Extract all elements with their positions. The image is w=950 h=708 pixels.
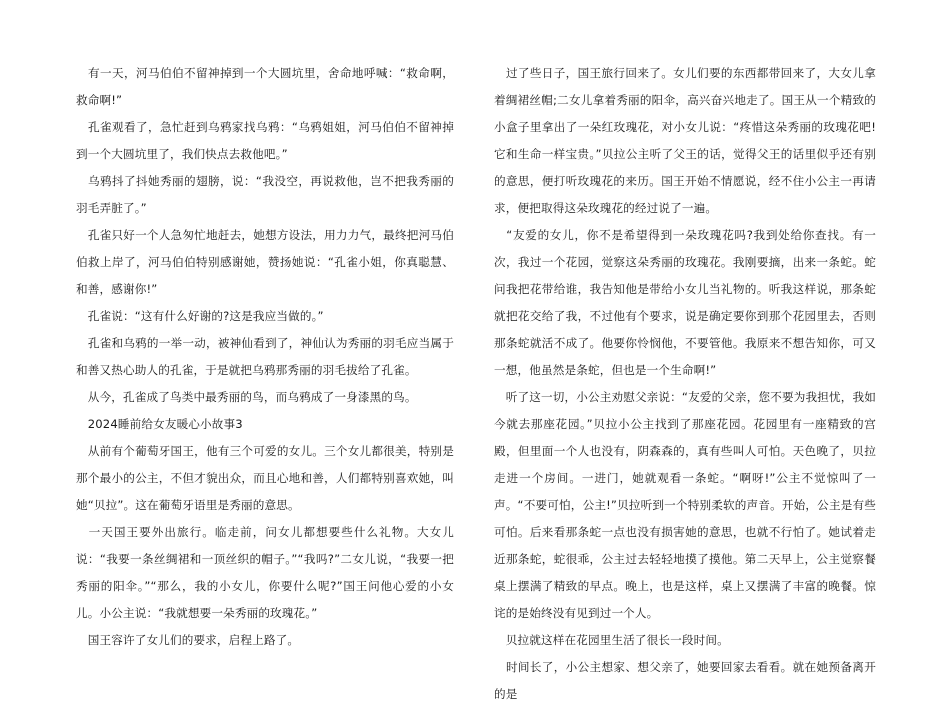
paragraph: 听了这一切，小公主劝慰父亲说：“友爱的父亲，您不要为我担忧，我如今就去那座花园。”贝拉小公主找到了那座花园。花园里有一座精致的宫殿，但里面一个人也没有，阴森森的，真有些叫人可怕。天色晚了，贝拉走进一个房间。一进门，她就观看一条蛇。“啊呀!”公主不觉惊叫了一声。“不要可怕，公主!”贝拉听到一个特别柔软的声音。开始，公主是有些可怕。后来看那条蛇一点也没有损害她的意思，也就不行怕了。她试着走近那条蛇，蛇很乖，公主过去轻轻地摸了摸他。第二天早上，公主觉察餐桌上摆满了精致的早点。晚上，也是这样，桌上又摆满了丰富的晚餐。惊诧的是始终没有见到过一个人。 (494, 390, 876, 620)
paragraph: 过了些日子，国王旅行回来了。女儿们要的东西都带回来了，大女儿拿着绸裙丝帽;二女儿拿着秀丽的阳伞，高兴奋兴地走了。国王从一个精致的小盒子里拿出了一朵红玫瑰花，对小女儿说：“疼惜这朵秀丽的玫瑰花吧!它和生命一样宝贵。”贝拉公主听了父王的话，觉得父王的话里似乎还有别的意思，便打听玫瑰花的来历。国王开始不情愿说，经不住小公主一再请求，便把取得这朵玫瑰花的经过说了一遍。 (494, 66, 876, 215)
paragraph: 从前有个葡萄牙国王，他有三个可爱的女儿。三个女儿都很美，特别是那个最小的公主，不但才貌出众，而且心地和善，人们都特别喜欢她，叫她“贝拉”。这在葡萄牙语里是秀丽的意思。 (76, 444, 454, 512)
paragraph: 孔雀说：“这有什么好谢的?这是我应当做的。” (76, 309, 324, 323)
paragraph: 国王容许了女儿们的要求，启程上路了。 (76, 633, 300, 647)
paragraph: 从今，孔雀成了鸟类中最秀丽的鸟，而乌鸦成了一身漆黑的鸟。 (76, 390, 417, 404)
paragraph: 孔雀只好一个人急匆忙地赶去，她想方设法，用力力气，最终把河马伯伯救上岸了，河马伯伯特别感谢她，赞扬她说：“孔雀小姐，你真聪慧、和善，感谢你!” (76, 228, 454, 296)
paragraph: 乌鸦抖了抖她秀丽的翅膀，说：“我没空，再说救他，岂不把我秀丽的羽毛弄脏了。” (76, 174, 454, 215)
paragraph: 有一天，河马伯伯不留神掉到一个大圆坑里，舍命地呼喊：“救命啊，救命啊!” (76, 66, 454, 107)
paragraph: 贝拉就这样在花园里生活了很长一段时间。 (494, 633, 729, 647)
paragraph: 时间长了，小公主想家、想父亲了，她要回家去看看。就在她预备离开的是 (494, 660, 876, 701)
section-heading: 2024睡前给女友暖心小故事3 (76, 417, 243, 431)
paragraph: 孔雀观看了，急忙赶到乌鸦家找乌鸦：“乌鸦姐姐，河马伯伯不留神掉到一个大圆坑里了，我们快点去救他吧。” (76, 120, 454, 161)
right-column (494, 60, 876, 708)
paragraph: 一天国王要外出旅行。临走前，问女儿都想要些什么礼物。大女儿说：“我要一条丝绸裙和一顶丝织的帽子。”“我吗?”二女儿说，“我要一把秀丽的阳伞。”“那么，我的小女儿，你要什么呢?”国王问他心爱的小女儿。小公主说：“我就想要一朵秀丽的玫瑰花。” (76, 525, 454, 620)
paragraph: “友爱的女儿，你不是希望得到一朵玫瑰花吗?我到处给你查找。有一次，我过一个花园，觉察这朵秀丽的玫瑰花。我刚要摘，出来一条蛇。蛇问我把花带给谁，我告知他是带给小女儿当礼物的。听我这样说，那条蛇就把花交给了我，不过他有个要求，说是确定要你到那个花园里去，否则那条蛇就活不成了。他要你怜悯他，不要管他。我原来不想告知你，可又一想，他虽然是条蛇，但也是一个生命啊!” (494, 228, 876, 377)
left-column (76, 60, 454, 654)
paragraph: 孔雀和乌鸦的一举一动，被神仙看到了，神仙认为秀丽的羽毛应当属于和善又热心助人的孔雀，于是就把乌鸦那秀丽的羽毛拔给了孔雀。 (76, 336, 454, 377)
